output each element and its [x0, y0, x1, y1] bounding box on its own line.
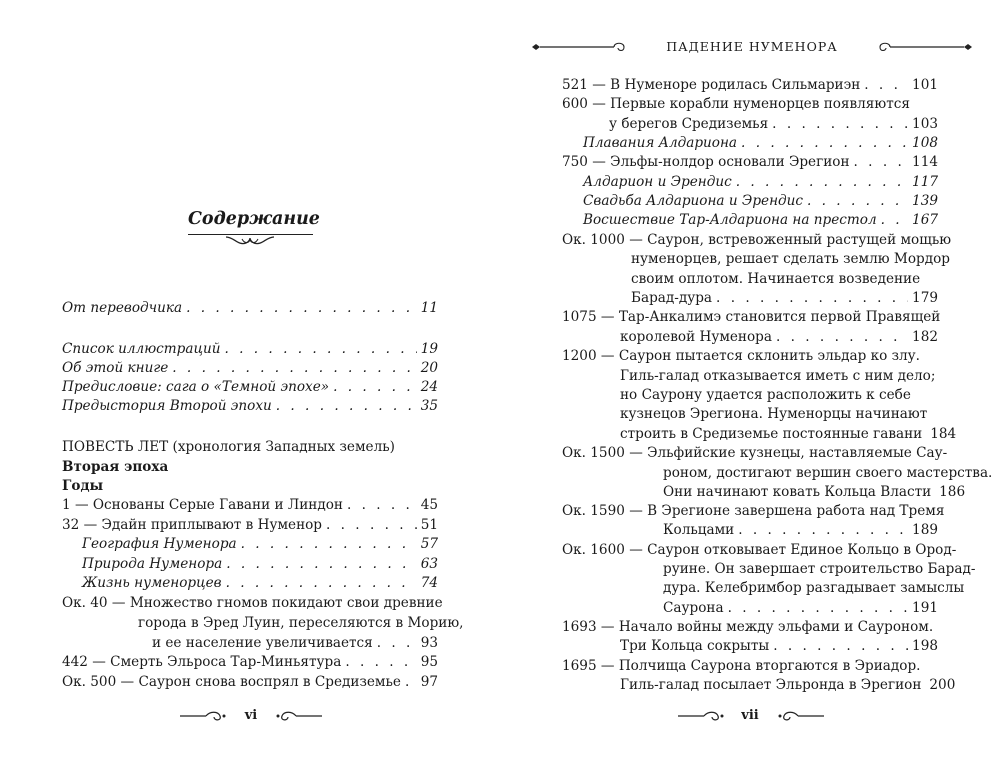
- flourish-ornament-icon: [222, 234, 278, 248]
- toc-entry[interactable]: От переводчика . . . 11: [62, 299, 438, 318]
- running-head-ornament-left-icon: [530, 38, 630, 54]
- chronology-subentry[interactable]: Восшествие Тар-Алдариона на престол . . . 167: [583, 211, 938, 230]
- chronology-entry-line[interactable]: 1200 — Саурон пытается склонить эльдар ко злу.: [562, 348, 920, 364]
- folio-ornament-right-icon: [268, 709, 324, 723]
- chronology-entry-line[interactable]: 1695 — Полчища Саурона вторгаются в Эриадор.: [562, 658, 921, 674]
- toc-entry[interactable]: Предисловие: сага о «Темной эпохе» . . . 24: [62, 378, 438, 397]
- chronology-entry-line: города в Эред Луин, переселяются в Морию,: [138, 615, 464, 631]
- chronology-entry[interactable]: 1 — Основаны Серые Гавани и Линдон . . . 45: [62, 496, 438, 515]
- page-number: vii: [741, 708, 759, 723]
- running-head-ornament-right-icon: [874, 38, 974, 54]
- page-number: vi: [244, 708, 258, 723]
- chronology-entry-line: у берегов Средиземья . . . 103: [609, 115, 938, 134]
- toc-entry[interactable]: Об этой книге . . . 20: [62, 359, 438, 378]
- chronology-entry-line[interactable]: Ок. 1000 — Саурон, встревоженный растущей мощью: [562, 232, 952, 248]
- chronology-entry-line: Кольцами . . . 189: [663, 521, 938, 540]
- chronology-entry-line[interactable]: Ок. 40 — Множество гномов покидают свои древние: [62, 595, 443, 611]
- chronology-subentry[interactable]: Алдарион и Эрендис . . . 117: [583, 173, 938, 192]
- toc-title: Содержание: [188, 209, 320, 229]
- folio-ornament-left-icon: [178, 709, 234, 723]
- chronology-entry[interactable]: 32 — Эдайн приплывают в Нуменор . . . 51: [62, 516, 438, 535]
- chronology-entry[interactable]: 750 — Эльфы-нолдор основали Эрегион . . . 114: [562, 153, 938, 172]
- folio-ornament-left-icon: [676, 709, 732, 723]
- era-heading: Вторая эпоха: [62, 459, 169, 475]
- toc-entry[interactable]: Предыстория Второй эпохи . . . 35: [62, 397, 438, 416]
- chronology-entry-line: роном, достигают вершин своего мастерства.: [663, 465, 993, 481]
- toc-entry[interactable]: Список иллюстраций . . . 19: [62, 340, 438, 359]
- chronology-entry-line: кузнецов Эрегиона. Нуменорцы начинают: [620, 406, 928, 422]
- years-heading: Годы: [62, 478, 104, 494]
- chronology-entry-line: Они начинают ковать Кольца Власти 186: [663, 484, 966, 500]
- running-head: ПАДЕНИЕ НУМЕНОРА: [666, 39, 838, 54]
- chronology-entry-line: строить в Средиземье постоянные гавани 184: [620, 426, 957, 442]
- chronology-entry-line: Барад-дура . . . 179: [631, 289, 938, 308]
- chronology-subentry[interactable]: География Нуменора . . . 57: [82, 535, 438, 554]
- chronology-entry-line: Гиль-галад посылает Эльронда в Эрегион 200: [620, 677, 956, 693]
- section-heading: ПОВЕСТЬ ЛЕТ (хронология Западных земель): [62, 439, 395, 455]
- chronology-entry-line: Гиль-галад отказывается иметь с ним дело;: [620, 368, 936, 384]
- chronology-entry[interactable]: Ок. 500 — Саурон снова воспрял в Средиземье . . . 97: [62, 673, 438, 692]
- chronology-entry-line: Три Кольца сокрыты . . . 198: [620, 637, 938, 656]
- chronology-entry-line[interactable]: Ок. 1600 — Саурон отковывает Единое Кольцо в Ород-: [562, 542, 957, 558]
- chronology-entry-line: своим оплотом. Начинается возведение: [631, 271, 921, 287]
- chronology-entry-line[interactable]: 1693 — Начало войны между эльфами и Сауроном.: [562, 619, 934, 635]
- chronology-entry-line[interactable]: 600 — Первые корабли нуменорцев появляются: [562, 96, 910, 112]
- chronology-entry-line: руине. Он завершает строительство Барад-: [663, 561, 976, 577]
- chronology-entry-line: нуменорцев, решает сделать землю Мордор: [631, 251, 950, 267]
- chronology-entry-line[interactable]: Ок. 1590 — В Эрегионе завершена работа над Тремя: [562, 503, 945, 519]
- chronology-entry-line: Саурона . . . 191: [663, 599, 938, 618]
- folio-ornament-right-icon: [770, 709, 826, 723]
- chronology-entry-line[interactable]: Ок. 1500 — Эльфийские кузнецы, наставляемые Сау-: [562, 445, 948, 461]
- chronology-entry-line: королевой Нуменора . . . 182: [620, 328, 938, 347]
- chronology-entry-line: но Саурону удается расположить к себе: [620, 387, 911, 403]
- chronology-entry-line[interactable]: 1075 — Тар-Анкалимэ становится первой Правящей: [562, 309, 941, 325]
- chronology-subentry[interactable]: Свадьба Алдариона и Эрендис . . . 139: [583, 192, 938, 211]
- chronology-entry[interactable]: 521 — В Нуменоре родилась Сильмариэн . . . 101: [562, 76, 938, 95]
- chronology-entry-line: и ее население увеличивается . . . 93: [152, 634, 438, 653]
- chronology-subentry[interactable]: Жизнь нуменорцев . . . 74: [82, 574, 438, 593]
- chronology-entry-line: дура. Келебримбор разгадывает замыслы: [663, 580, 965, 596]
- chronology-subentry[interactable]: Природа Нуменора . . . 63: [82, 555, 438, 574]
- chronology-entry[interactable]: 442 — Смерть Эльроса Тар-Миньятура . . . 95: [62, 653, 438, 672]
- chronology-subentry[interactable]: Плавания Алдариона . . . 108: [583, 134, 938, 153]
